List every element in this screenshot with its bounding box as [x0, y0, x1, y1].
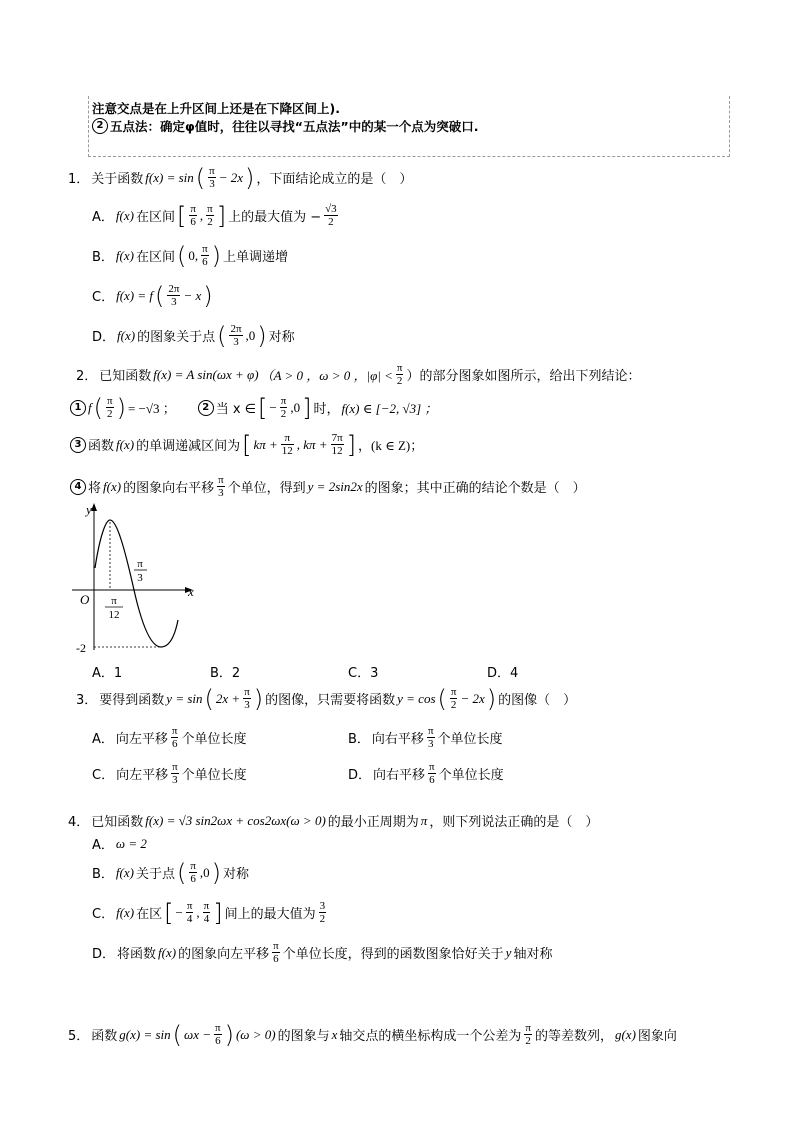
- left-bracket: [: [176, 201, 187, 230]
- fraction: $\frac{\pi}{3}$: [218, 474, 224, 499]
- q1-option-a[interactable]: A． f(x) 在区间 [ $\frac{\pi}{6}$ , $\frac{\pi}{2}$ ] 上的最大值为 − $\frac{√3}{2}$: [92, 201, 337, 230]
- q2-option-b[interactable]: B．2: [210, 666, 241, 681]
- left-paren: (: [217, 321, 227, 350]
- fx: f(x): [103, 478, 122, 494]
- circled-number-4: 4: [70, 479, 86, 495]
- fraction: $\frac{\pi}{2}$: [525, 1022, 531, 1047]
- twelve-label: 12: [108, 609, 120, 621]
- function-expr: f(x) = A sin(ωx + φ): [153, 366, 259, 382]
- option-label: B．: [92, 867, 114, 882]
- text: 上的最大值为 −: [228, 210, 322, 225]
- text: 对称: [268, 330, 295, 345]
- text: 向右平移: [373, 768, 426, 783]
- y-axis-arrow: [91, 503, 97, 511]
- q2-option-a[interactable]: A．1: [92, 666, 123, 681]
- inner-expr: − 2x: [218, 169, 244, 185]
- fraction: $\frac{\pi}{2}$: [207, 203, 213, 228]
- fraction: $\frac{7\pi}{12}$: [331, 432, 343, 457]
- expr: , kπ +: [296, 436, 328, 452]
- right-paren: ): [486, 684, 497, 713]
- fraction: $\frac{\pi}{2}$: [107, 395, 113, 420]
- fraction: $\frac{\pi}{4}$: [203, 900, 210, 925]
- option-label: D．: [348, 768, 372, 783]
- option-label: D．: [92, 330, 116, 345]
- text: 轴交点的横坐标构成一个公差为: [339, 1029, 522, 1044]
- question-2-stem: [76, 362, 640, 387]
- text: 在区: [136, 907, 163, 922]
- stem-text: 已知函数: [99, 369, 152, 384]
- zero: 0,: [188, 247, 199, 263]
- text: 对称: [223, 867, 250, 882]
- text: 的图象向右平移: [123, 481, 215, 496]
- fraction: $\frac{2\pi}{3}$: [230, 323, 242, 348]
- question-number: 5．: [68, 1029, 90, 1044]
- q2-conclusion-1-2: [70, 395, 437, 420]
- expr: − 2x: [460, 690, 485, 706]
- circled-number-1: 1: [70, 400, 86, 416]
- left-bracket: [: [242, 430, 252, 459]
- left-paren: (: [195, 163, 206, 192]
- text: 个单位长度: [181, 768, 247, 783]
- text: 间上的最大值为: [224, 907, 316, 922]
- x-label: x: [188, 584, 194, 599]
- gx: g(x): [614, 1026, 636, 1042]
- text: 将: [88, 481, 102, 496]
- right-paren: ): [245, 163, 255, 192]
- text: 函数: [91, 1029, 118, 1044]
- right-paren: ): [211, 241, 222, 270]
- text: 时，: [313, 402, 340, 417]
- q4-option-d[interactable]: [92, 940, 552, 965]
- right-bracket: ]: [216, 201, 227, 230]
- fraction: $\frac{\pi}{4}$: [186, 900, 193, 925]
- fraction: $\frac{\pi}{2}$: [450, 686, 457, 711]
- text: 图象向: [637, 1029, 677, 1044]
- text: 的图像（ ）: [498, 693, 577, 708]
- fraction: $\frac{\pi}{6}$: [215, 1022, 221, 1047]
- question-5-stem: [68, 1022, 677, 1047]
- q2-option-c[interactable]: C．3: [348, 666, 379, 681]
- fraction: $\frac{\pi}{6}$: [202, 243, 208, 268]
- expr: y = 2sin2x: [307, 478, 363, 494]
- q2-conclusion-3: [70, 432, 423, 457]
- right-paren: ): [116, 393, 126, 422]
- text: 要得到函数: [99, 693, 165, 708]
- text: 关于点: [135, 867, 175, 882]
- rest: ,0: [290, 399, 301, 415]
- condition: (ω > 0): [235, 1026, 276, 1042]
- fraction: $\frac{\pi}{6}$: [190, 860, 196, 885]
- fraction: $\frac{\pi}{3}$: [172, 761, 178, 786]
- stem-end: ）的部分图象如图所示，给出下列结论：: [406, 369, 641, 384]
- text: 在区间: [135, 250, 175, 265]
- option-label: D．: [92, 947, 116, 962]
- q3-option-d[interactable]: [348, 761, 504, 786]
- right-bracket: ]: [213, 898, 223, 927]
- right-bracket: ]: [302, 393, 312, 422]
- conditions: （A > 0 ，ω > 0 ，|φ| <: [260, 368, 393, 383]
- tip-line-2-text: 五点法：确定φ值时，往往以寻找“五点法”中的某一个点为突破口.: [110, 119, 479, 134]
- three-label: 3: [137, 572, 143, 584]
- text: 的图象；其中正确的结论个数是（ ）: [364, 481, 586, 496]
- question-4-stem: [68, 811, 598, 830]
- option-label: A．: [92, 732, 114, 747]
- fraction: $\frac{\pi}{3}$: [427, 725, 434, 750]
- expr: 2x +: [215, 690, 241, 706]
- function-expr: f(x) = √3 sin2ωx + cos2ωx(ω > 0): [145, 812, 326, 828]
- fraction: $\frac{\pi}{2}$: [396, 362, 403, 387]
- left-paren: (: [172, 1020, 183, 1049]
- text: 向左平移: [115, 732, 168, 747]
- function-expr: g(x) = sin: [119, 1026, 171, 1042]
- question-number: 1．: [68, 172, 90, 187]
- text: 将函数: [117, 947, 157, 962]
- fx: f(x): [158, 944, 177, 960]
- fx: f(x): [115, 247, 134, 263]
- fraction: $\frac{\pi}{12}$: [281, 432, 293, 457]
- pi-label-2: π: [111, 595, 117, 607]
- question-1-stem: [68, 165, 412, 190]
- circled-number-2: 2: [92, 118, 108, 134]
- text: 向左平移: [116, 768, 169, 783]
- option-label: A．: [92, 838, 114, 853]
- expr: kπ +: [253, 436, 278, 452]
- left-paren: (: [93, 393, 103, 422]
- fraction: $\frac{\pi}{3}$: [244, 686, 250, 711]
- q4-option-b[interactable]: [92, 860, 249, 885]
- fraction: $\frac{\pi}{6}$: [171, 725, 178, 750]
- pi: π: [420, 812, 428, 828]
- text: 的最小正周期为: [327, 815, 419, 830]
- fx: f: [88, 399, 92, 415]
- option-label: A．: [92, 210, 114, 225]
- fx: f(x): [116, 904, 135, 920]
- text: ，则下列说法正确的是（ ）: [429, 815, 599, 830]
- stem-text: 关于函数: [91, 172, 144, 187]
- text: 在区间: [135, 210, 175, 225]
- q1-option-b[interactable]: [92, 243, 288, 268]
- q1-option-c[interactable]: [92, 283, 213, 308]
- tip-line-1: 注意交点是在上升区间上还是在下降区间上).: [92, 101, 340, 116]
- pi-label: π: [137, 558, 143, 570]
- fraction: $\frac{2\pi}{3}$: [168, 283, 180, 308]
- text: 个单位，得到: [227, 481, 306, 496]
- origin-label: O: [80, 592, 90, 607]
- text: 的图象关于点: [137, 330, 216, 345]
- expr: y = sin: [166, 690, 203, 706]
- minus: −: [269, 399, 277, 415]
- q3-option-a[interactable]: [92, 725, 247, 750]
- neg2-label: -2: [76, 641, 86, 655]
- text: 个单位长度，得到的函数图象恰好关于: [282, 947, 504, 962]
- expr: ωx −: [184, 1026, 212, 1042]
- fraction-pi-3: $\frac{\pi}{3}$: [209, 165, 215, 190]
- range: f(x) ∈ [−2, √3] ；: [341, 401, 438, 416]
- fx: f(x): [117, 327, 136, 343]
- circled-number-3: 3: [70, 437, 86, 453]
- left-paren: (: [437, 684, 447, 713]
- text: 轴对称: [513, 947, 553, 962]
- left-paren: (: [176, 858, 187, 887]
- stem-end: ，下面结论成立的是（ ）: [256, 172, 413, 187]
- x-var: x: [331, 1026, 338, 1042]
- fraction-3-2: $\frac{3}{2}$: [319, 900, 326, 925]
- q2-conclusion-4: [70, 474, 586, 499]
- text: 的图像，只需要将函数: [265, 693, 396, 708]
- left-paren: (: [176, 241, 187, 270]
- text: 的单调递减区间为: [136, 439, 241, 454]
- rest: ,0: [199, 864, 210, 880]
- question-number: 4．: [68, 815, 90, 830]
- tip-line-2: [92, 117, 478, 135]
- y-var: y: [505, 944, 512, 960]
- question-3-stem: [76, 686, 576, 711]
- text: 上单调递增: [223, 250, 289, 265]
- right-paren: ): [257, 321, 267, 350]
- expr: y = cos: [397, 690, 436, 706]
- text: 个单位长度: [437, 732, 503, 747]
- right-paren: ): [224, 1020, 234, 1049]
- question-number: 3．: [76, 693, 98, 708]
- fx: f(x): [116, 436, 135, 452]
- right-paren: ): [253, 684, 264, 713]
- left-paren: (: [204, 684, 214, 713]
- question-number: 2．: [76, 369, 98, 384]
- rest: ,0: [245, 327, 256, 343]
- text: 函数: [88, 439, 115, 454]
- q2-option-d[interactable]: D．4: [487, 666, 519, 681]
- option-label: C．: [92, 768, 115, 783]
- option-label: C．: [92, 907, 115, 922]
- function-expr: f(x) = sin: [145, 169, 194, 185]
- q3-option-c[interactable]: [92, 761, 247, 786]
- text: 的图象向左平移: [178, 947, 270, 962]
- fx: f(x): [115, 864, 134, 880]
- right-bracket: ]: [346, 430, 357, 459]
- text: 的等差数列，: [534, 1029, 613, 1044]
- text: 的图象与: [277, 1029, 330, 1044]
- q4-option-c[interactable]: C． f(x) 在区 [ − $\frac{\pi}{4}$ , $\frac{\pi}{4}$ ] 间上的最大值为 $\frac{3}{2}$: [92, 898, 326, 927]
- sine-graph: [70, 500, 200, 660]
- text: 个单位长度: [181, 732, 247, 747]
- fraction: $\frac{\pi}{6}$: [190, 203, 196, 228]
- fraction: $\frac{\pi}{2}$: [280, 395, 287, 420]
- text: 当 x ∈: [215, 402, 257, 417]
- left-bracket: [: [164, 898, 174, 927]
- rest: − x: [183, 287, 202, 303]
- y-label: y: [86, 502, 92, 517]
- q4-option-a[interactable]: [92, 834, 147, 853]
- option-label: C．: [92, 290, 115, 305]
- expr: ω = 2: [115, 835, 147, 851]
- fx: f(x) = f: [116, 287, 154, 303]
- q3-option-b[interactable]: [348, 725, 503, 750]
- fraction-sqrt3-2: $\frac{√3}{2}$: [325, 203, 337, 228]
- right-paren: ): [211, 858, 222, 887]
- fraction: $\frac{\pi}{6}$: [429, 761, 435, 786]
- text: 个单位长度: [438, 768, 504, 783]
- left-bracket: [: [258, 393, 268, 422]
- text: 已知函数: [91, 815, 144, 830]
- fraction: $\frac{\pi}{6}$: [273, 940, 279, 965]
- option-label: B．: [348, 732, 370, 747]
- text: ，(k ∈ Z)；: [358, 438, 424, 453]
- rest: = −√3 ；: [127, 401, 176, 416]
- fx: f(x): [115, 207, 134, 223]
- right-paren: ): [203, 281, 213, 310]
- text: 向右平移: [371, 732, 424, 747]
- left-paren: (: [155, 281, 165, 310]
- q1-option-d[interactable]: [92, 323, 295, 348]
- circled-number-2: 2: [198, 400, 214, 416]
- option-label: B．: [92, 250, 114, 265]
